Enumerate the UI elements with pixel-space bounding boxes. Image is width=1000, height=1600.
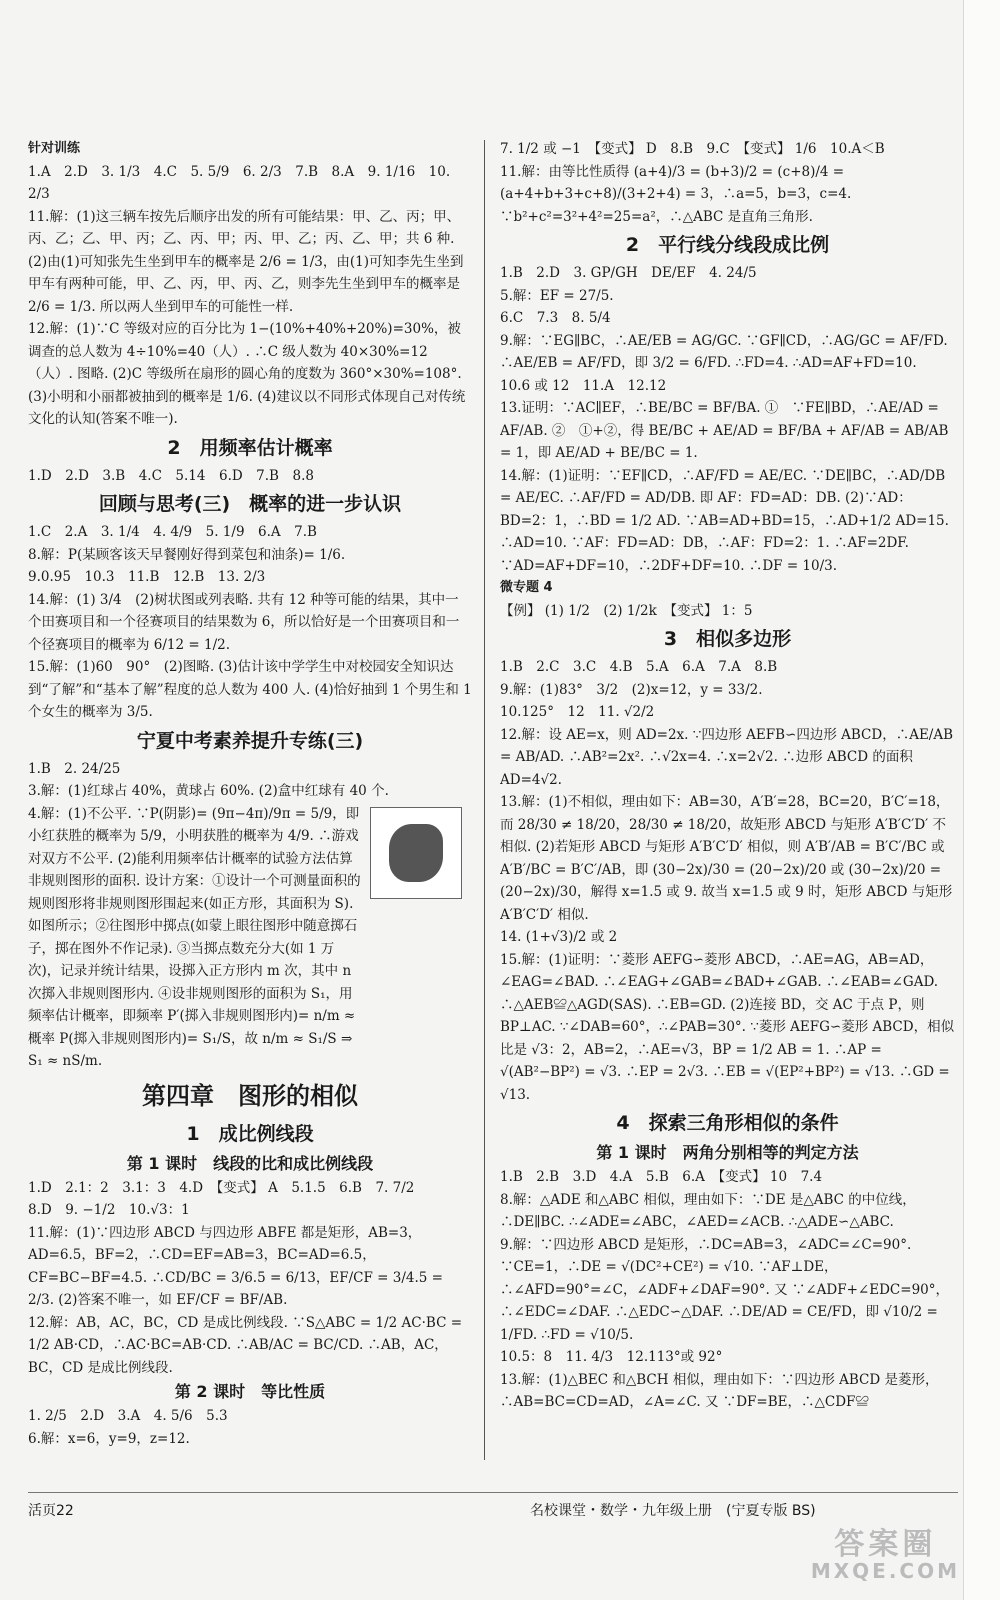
page-edge [963, 0, 1000, 1600]
section-heading: 回顾与思考(三) 概率的进一步认识 [98, 493, 402, 515]
answer-line: 1.B 2. 24/25 [28, 760, 121, 777]
answer-line: 14. (1+√3)/2 或 2 [500, 929, 618, 945]
answer-line: 1.B 2.D 3. GP/GH DE/EF 4. 24/5 [500, 265, 757, 281]
section-heading: 2 平行线分线段成比例 [625, 234, 830, 256]
answer-line: 1.B 2.B 3.D 4.A 5.B 6.A 【变式】 10 7.4 [500, 1169, 823, 1185]
answer-line: 8.解：P(某顾客该天早餐刚好得到菜包和油条)= 1/6. [28, 546, 346, 563]
answer-line: 11.解：由等比性质得 (a+4)/3 = (b+3)/2 = (c+8)/4 = (a+4+b+3+c+8)/(3+2+4) = 3，∴a=5，b=3，c=4. ∵b²+c²=3²+4²=25=a²，∴△ABC 是直角三角形. [500, 163, 852, 225]
answer-line: 1.B 2.C 3.C 4.B 5.A 6.A 7.A 8.B [500, 659, 778, 675]
page-number: 活页22 [28, 1503, 74, 1519]
section-heading: 3 相似多边形 [663, 628, 792, 650]
answer-line: 1.A 2.D 3. 1/3 4.C 5. 5/9 6. 2/3 7.B 8.A 9. 1/16 10. 2/3 [28, 163, 451, 202]
answer-line: 12.解：(1)∵C 等级对应的百分比为 1−(10%+40%+20%)=30%，被调查的总人数为 4÷10%=40（人）. ∴C 级人数为 40×30%=12（人）. 图略. (2)C 等级所在扇形的圆心角的度数为 360°×30%=108°. (3)小明和小丽都被抽到的概率是 1/6. (4)建议以不同形式体现自己对传统文化的认知(答案不唯一). [28, 321, 466, 427]
section-heading: 2 用频率估计概率 [167, 436, 333, 459]
answer-line: 1.D 2.1：2 3.1：3 4.D 【变式】 A 5.1.5 6.B 7. 7/2 [28, 1179, 415, 1196]
section-heading: 1 成比例线段 [186, 1122, 314, 1145]
section-heading: 4 探索三角形相似的条件 [616, 1112, 839, 1134]
book-title: 名校课堂・数学・九年级上册 (宁夏专版 BS) [530, 1503, 816, 1519]
answer-line: 13.解：(1)△BEC 和△BCH 相似，理由如下：∵四边形 ABCD 是菱形，∴AB=BC=CD=AD，∠A=∠C. 又 ∵DF=BE，∴△CDF≌ [500, 1371, 939, 1410]
answer-line: 13.解：(1)不相似，理由如下：AB=30，A′B′=28，BC=20，B′C′=18，而 28/30 ≠ 18/20，28/30 ≠ 18/20，故矩形 ABCD 与矩形 A′B′C′D′ 不相似. (2)若矩形 ABCD 与矩形 A′B′C′D′ 相似，则 A′B′/AB = B′C′/BC 或 A′B′/BC = B′C′/AB，即 (30−2x)/30 = (20−2x)/20 或 (30−2x)/20 = (20−2x)/30，解得 x=1.5 或 9. 故当 x=1.5 或 9 时，矩形 ABCD 与矩形 A′B′C′D′ 相似. [500, 794, 953, 923]
answer-line: 15.解：(1)证明：∵菱形 AEFG∽菱形 ABCD，∴AE=AG，AB=AD，∠EAG=∠BAD. ∴∠EAG+∠GAB=∠BAD+∠GAB. ∴∠EAB=∠GAD. ∴△AEB≌△AGD(SAS). ∴EB=GD. (2)连接 BD，交 AC 于点 P，则 BP⊥AC. ∵∠DAB=60°，∴∠PAB=30°. ∵菱形 AEFG∽菱形 ABCD，相似比是 √3：2，AB=2，∴AE=√3，BP = 1/2 AB = 1. ∴AP = √(AB²−BP²) = √3. ∴EP = 2√3. ∴EB = √(EP²+BP²) = √13. ∴GD = √13. [500, 951, 955, 1103]
answer-line: 6.解：x=6，y=9，z=12. [28, 1430, 190, 1447]
answer-line: 14.解：(1)证明：∵EF∥CD，∴AF/FD = AE/EC. ∵DE∥BC，∴AD/DB = AE/EC. ∴AF/FD = AD/DB. 即 AF：FD=AD：DB. (2)∵AD：BD=2：1，∴BD = 1/2 AD. ∵AB=AD+BD=15，∴AD+1/2 AD=15. ∴AD=10. ∵AF：FD=AD：DB，∴AF：FD=2：1. ∴AF=2DF. ∵AD=AF+DF=10，∴2DF+DF=10. ∴DF = 10/3. [500, 467, 949, 574]
answer-line: 【例】 (1) 1/2 (2) 1/2k 【变式】 1：5 [500, 602, 753, 619]
answer-line: 12.解：设 AE=x，则 AD=2x. ∵四边形 AEFB∽四边形 ABCD，∴AE/AB = AB/AD. ∴AB²=2x². ∴√2x=4. ∴x=2√2. ∴边形 ABCD 的面积 AD=4√2. [500, 726, 954, 788]
answer-line: 7. 1/2 或 −1 【变式】 D 8.B 9.C 【变式】 1/6 10.A＜B [500, 141, 885, 157]
answer-line: 1. 2/5 2.D 3.A 4. 5/6 5.3 [28, 1408, 228, 1424]
answer-line: 8.D 9. −1/2 10.√3：1 [28, 1202, 190, 1218]
column-divider [484, 140, 485, 1460]
watermark-line1: 答案圈 [834, 1527, 937, 1562]
answer-line: 1.D 2.D 3.B 4.C 5.14 6.D 7.B 8.8 [28, 467, 314, 484]
left-column [28, 138, 472, 1450]
answer-line: 10.6 或 12 11.A 12.12 [500, 377, 667, 394]
answer-line: 9.解：∵EG∥BC，∴AE/EB = AG/GC. ∵GF∥CD，∴AG/GC = AF/FD. ∴AE/EB = AF/FD，即 3/2 = 6/FD. ∴FD=4. ∴AD=AF+FD=10. [500, 332, 948, 371]
answer-line: 11.解：(1)这三辆车按先后顺序出发的所有可能结果：甲、乙、丙；甲、丙、乙；乙、甲、丙；乙、丙、甲；丙、甲、乙；丙、乙、甲；共 6 种. (2)由(1)可知张先生坐到甲车的概率是 2/6 = 1/3，由(1)可知李先生坐到甲车有两种可能，甲、乙、丙，甲、丙、乙，则李先生坐到甲车的概率是 2/6 = 1/3. 所以两人坐到甲车的可能性一样. [28, 208, 464, 315]
answer-line: 11.解：(1)∵四边形 ABCD 与四边形 ABFE 都是矩形，AB=3，AD=6.5，BF=2，∴CD=EF=AB=3，BC=AD=6.5，CF=BC−BF=4.5. ∴CD/BC = 3/6.5 = 6/13，EF/CF = 3/4.5 = 2/3. (2)答案不唯一，如 EF/CF = BF/AB. [28, 1224, 443, 1308]
answer-line: 3.解：(1)红球占 40%，黄球占 60%. (2)盒中红球有 40 个. [28, 783, 389, 799]
answer-line: 9.解：∵四边形 ABCD 是矩形，∴DC=AB=3，∠ADC=∠C=90°. ∵CE=1，∴DE = √(DC²+CE²) = √10. ∵AF⊥DE，∴∠AFD=90°=∠C，∠ADF+∠DAF=90°. 又 ∵∠ADF+∠EDC=90°，∴∠EDC=∠DAF. ∴△EDC∽△DAF. ∴DE/AD = CE/FD，即 √10/2 = 1/FD. ∴FD = √10/5. [500, 1236, 949, 1343]
answer-line: 14.解：(1) 3/4 (2)树状图或列表略. 共有 12 种等可能的结果，其中一个田赛项目和一个径赛项目的结果数为 6，所以恰好是一个田赛项目和一个径赛项目的概率为 6/12 = 1/2. [28, 591, 460, 653]
chapter-heading: 第四章 图形的相似 [142, 1081, 358, 1110]
answer-line: 10.125° 12 11. √2/2 [500, 704, 655, 720]
section-label: 针对训练 [28, 141, 81, 156]
irregular-shape-figure [370, 807, 462, 899]
section-label: 微专题 4 [500, 580, 553, 595]
answer-line: 5.解：EF = 27/5. [500, 287, 614, 304]
irregular-shape [389, 824, 443, 882]
right-column [500, 138, 955, 1414]
watermark-line2: MXQE.COM [810, 1559, 960, 1583]
answer-line: 12.解：AB，AC，BC，CD 是成比例线段. ∵S△ABC = 1/2 AC·BC = 1/2 AB·CD，∴AC·BC=AB·CD. ∴AB/AC = BC/CD. ∴AB，AC，BC，CD 是成比例线段. [28, 1314, 463, 1376]
answer-line: 10.5：8 11. 4/3 12.113°或 92° [500, 1349, 723, 1365]
section-heading: 宁夏中考素养提升专练(三) [136, 729, 364, 752]
answer-line: 9.解：(1)83° 3/2 (2)x=12，y = 33/2. [500, 681, 763, 698]
lesson-heading: 第 2 课时 等比性质 [174, 1382, 326, 1401]
answer-line: 13.证明：∵AC∥EF，∴BE/BC = BF/BA. ① ∵FE∥BD，∴AE/AD = AF/AB. ② ①+②，得 BE/BC + AE/AD = BF/BA + AF/AB = AB/AB = 1，即 AE/AD + BE/BC = 1. [500, 400, 949, 461]
answer-line: 15.解：(1)60 90° (2)图略. (3)估计该中学学生中对校园安全知识达到“了解”和“基本了解”程度的总人数为 400 人. (4)恰好抽到 1 个男生和 1 个女生的概率为 3/5. [28, 659, 472, 720]
answer-line: 8.解：△ADE 和△ABC 相似，理由如下：∵DE 是△ABC 的中位线，∴DE∥BC. ∴∠ADE=∠ABC，∠AED=∠ACB. ∴△ADE∽△ABC. [500, 1191, 916, 1230]
watermark-logo [810, 1527, 960, 1584]
footer-rule [28, 1492, 958, 1493]
lesson-heading: 第 1 课时 两角分别相等的判定方法 [596, 1143, 859, 1162]
lesson-heading: 第 1 课时 线段的比和成比例线段 [126, 1153, 374, 1173]
answer-line: 4.解：(1)不公平. ∵P(阴影)= (9π−4π)/9π = 5/9，即小红获胜的概率为 5/9，小明获胜的概率为 4/9. ∴游戏对双方不公平. (2)能利用频率估计概率的试验方法估算非规则图形的面积. 设计方案：①设计一个可测量面积的规则图形将非规则图形围起来(如正方形，其面积为 S). 如图所示；②往图形中掷点(如蒙上眼往图形中随意掷石子，掷在图外不作记录). ③当掷点数充分大(如 1 万次)，记录并统计结果，设掷入正方形内 m 次，其中 n 次掷入非规则图形内. ④设非规则图形的面积为 S₁，用频率估计概率，即频率 P′(掷入非规则图形内)= n/m ≈ 概率 P(掷入非规则图形内)= S₁/S，故 n/m ≈ S₁/S ⇒ S₁ ≈ nS/m. [28, 805, 361, 1069]
answer-line: 6.C 7.3 8. 5/4 [500, 310, 611, 326]
answer-line: 9.0.95 10.3 11.B 12.B 13. 2/3 [28, 569, 266, 585]
answer-line: 1.C 2.A 3. 1/4 4. 4/9 5. 1/9 6.A 7.B [28, 524, 317, 540]
